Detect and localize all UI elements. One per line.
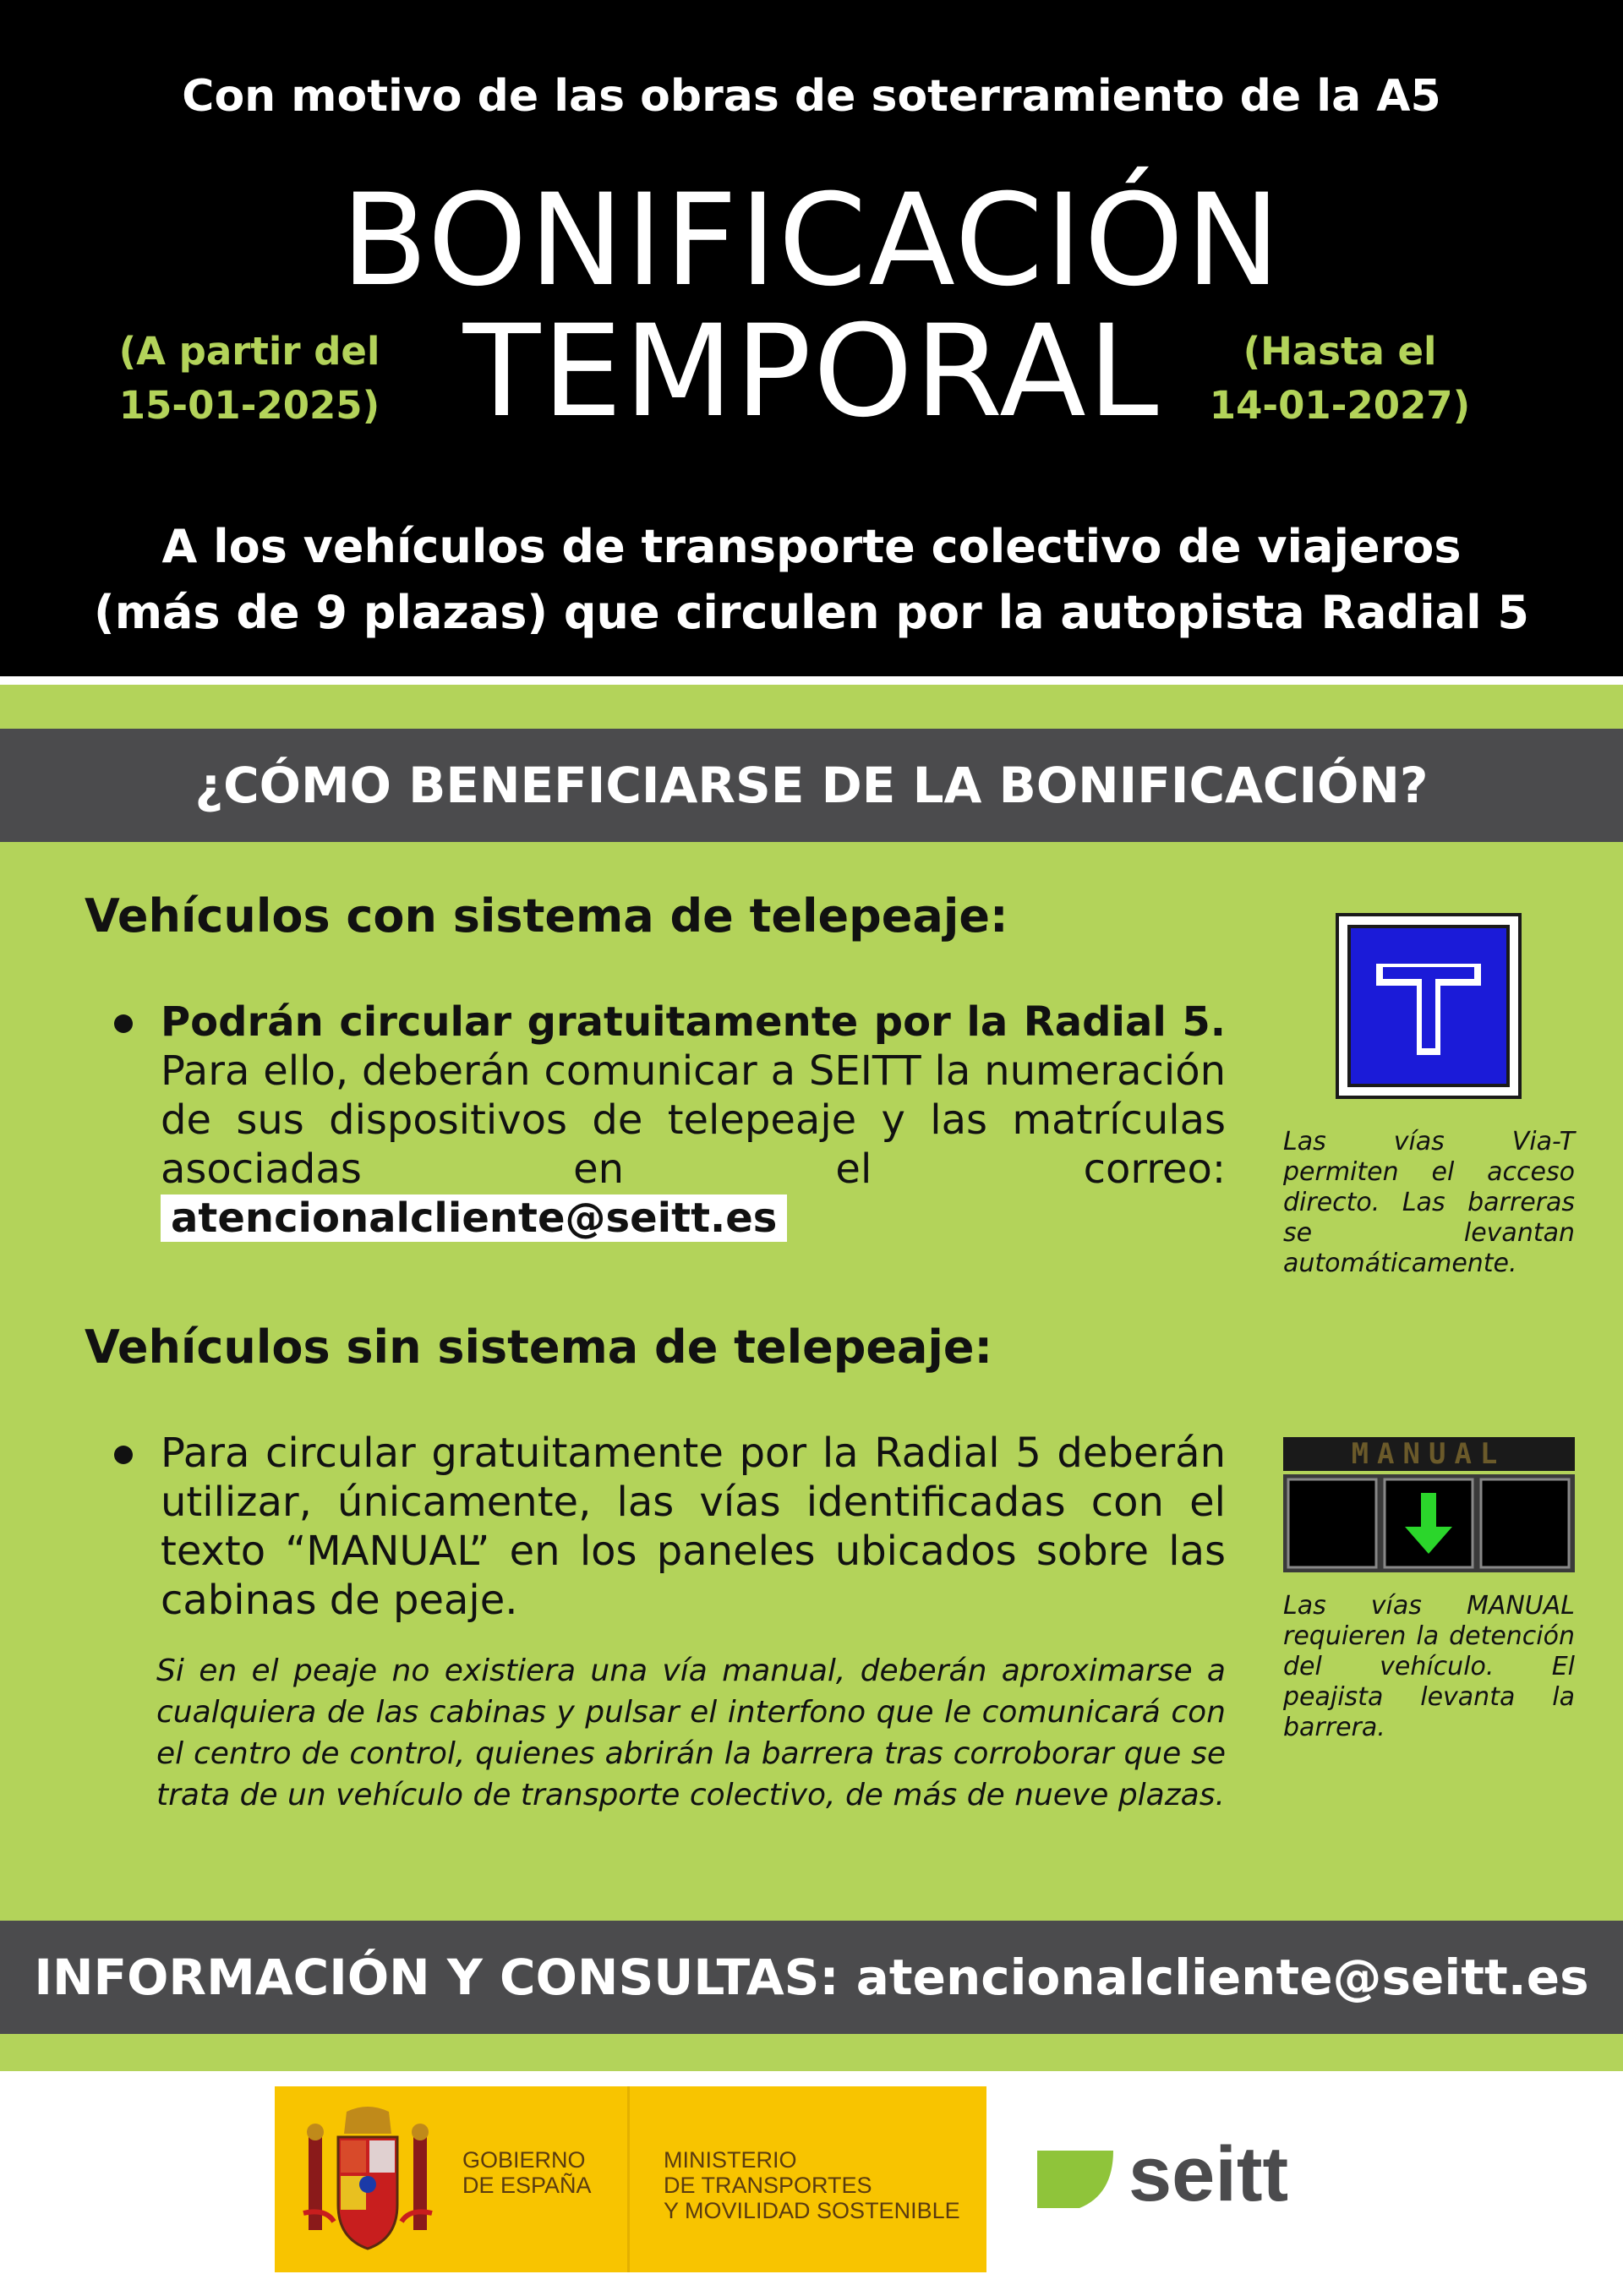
start-date-value: 15-01-2025) xyxy=(118,383,380,428)
ministry-line3: Y MOVILIDAD SOSTENIBLE xyxy=(664,2198,960,2223)
end-date-value: 14-01-2027) xyxy=(1209,383,1471,428)
manual-panel-icon xyxy=(1283,1437,1575,1572)
target-text xyxy=(0,514,1623,646)
bullet xyxy=(114,1014,133,1033)
target-line1: A los vehículos de transporte colectivo de viajeros xyxy=(161,520,1462,573)
seitt-logo xyxy=(1036,2130,1323,2232)
seitt-wordmark: seitt xyxy=(1128,2131,1289,2217)
with-telepeaje-heading: Vehículos con sistema de telepeaje: xyxy=(85,889,1008,943)
government-line2: DE ESPAÑA xyxy=(462,2173,592,2198)
with-telepeaje-text xyxy=(161,998,1226,1243)
title-line2: TEMPORAL xyxy=(462,298,1161,446)
bullet xyxy=(114,1446,133,1464)
end-date-label: (Hasta el xyxy=(1243,329,1437,374)
ministry-name xyxy=(664,2147,960,2223)
with-telepeaje-lead: Podrán circular gratuitamente por la Radial 5. xyxy=(161,998,1226,1046)
info-band: INFORMACIÓN Y CONSULTAS: atencionalcliente@seitt.es xyxy=(0,1921,1623,2034)
header-section xyxy=(0,0,1623,676)
government-logo-block xyxy=(275,2086,986,2272)
without-telepeaje-note: Si en el peaje no existiera una vía manual, deberán aproximarse a cualquiera de las cabinas y pulsar el interfono que le comunicará con el centro de control, quienes abrirán la barrera tras corroborar que se trata de un vehículo de transporte colectivo, de más de nueve plazas. xyxy=(156,1654,1226,1812)
end-date xyxy=(1200,325,1479,433)
title-line1: BONIFICACIÓN xyxy=(341,167,1282,314)
without-telepeaje-heading: Vehículos sin sistema de telepeaje: xyxy=(85,1320,993,1374)
email-link[interactable]: atencionalcliente@seitt.es xyxy=(161,1194,787,1242)
via-t-caption: Las vías Via-T permiten el acceso directo. Las barreras se levantan automáticamente. xyxy=(1283,1127,1575,1278)
intro-text: Con motivo de las obras de soterramiento de la A5 xyxy=(182,71,1441,122)
via-t-icon xyxy=(1336,913,1522,1099)
start-date xyxy=(110,325,389,433)
without-telepeaje-text: Para circular gratuitamente por la Radial 5 deberán utilizar, únicamente, las vías identificadas con el texto “MANUAL” en los paneles ubicados sobre las cabinas de peaje. xyxy=(161,1430,1226,1624)
with-telepeaje-body: Para ello, deberán comunicar a SEITT la numeración de sus dispositivos de telepeaje y las matrículas asociadas en el correo: xyxy=(161,1047,1226,1193)
coat-of-arms-icon xyxy=(300,2103,435,2255)
government-name xyxy=(462,2147,592,2198)
ministry-line1: MINISTERIO xyxy=(664,2147,797,2173)
manual-panel-text: MANUAL xyxy=(1351,1437,1506,1471)
manual-caption: Las vías MANUAL requieren la detención del vehículo. El peajista levanta la barrera. xyxy=(1283,1591,1575,1742)
divider xyxy=(627,2086,630,2272)
start-date-label: (A partir del xyxy=(118,329,380,374)
target-line2: (más de 9 plazas) que circulen por la autopista Radial 5 xyxy=(94,586,1529,639)
how-heading: ¿CÓMO BENEFICIARSE DE LA BONIFICACIÓN? xyxy=(0,729,1623,842)
ministry-line2: DE TRANSPORTES xyxy=(664,2173,872,2198)
seitt-leaf-icon xyxy=(1036,2146,1116,2213)
government-line1: GOBIERNO xyxy=(462,2147,586,2173)
